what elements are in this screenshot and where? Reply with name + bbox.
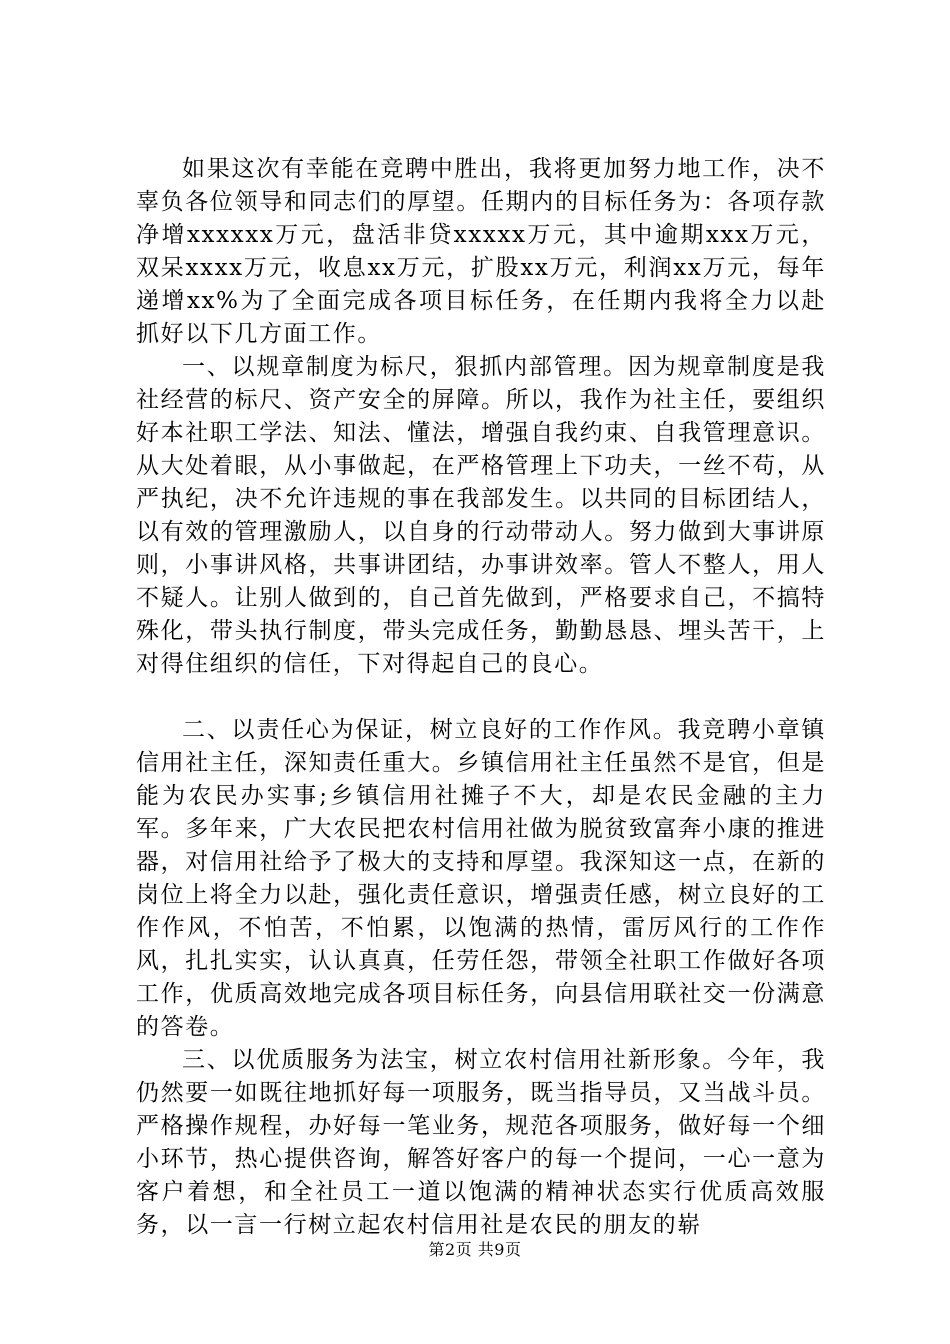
paragraph-section-3: 三、以优质服务为法宝，树立农村信用社新形象。今年，我仍然要一如既往地抓好每一项服务，既当指导员，又当战斗员。严格操作规程，办好每一笔业务，规范各项服务，做好每一个细小环节，热心提供咨询，解答好客户的每一个提问，一心一意为客户着想，和全社员工一道以饱满的精神状态实行优质高效服务，以一言一行树立起农村信用社是农民的朋友的崭 xyxy=(136,1047,826,1238)
document-body xyxy=(136,153,826,1242)
paragraph-intro: 如果这次有幸能在竞聘中胜出，我将更加努力地工作，决不辜负各位领导和同志们的厚望。任期内的目标任务为：各项存款净增xxxxxx万元，盘活非贷xxxxx万元，其中逾期xxx万元，双呆xxxx万元，收息xx万元，扩股xx万元，利润xx万元，每年递增xx%为了全面完成各项目标任务，在任期内我将全力以赴抓好以下几方面工作。 xyxy=(136,156,826,347)
paragraph-section-1: 一、以规章制度为标尺，狠抓内部管理。因为规章制度是我社经营的标尺、资产安全的屏障。所以，我作为社主任，要组织好本社职工学法、知法、懂法，增强自我约束、自我管理意识。从大处着眼，从小事做起，在严格管理上下功夫，一丝不苟，从严执纪，决不允许违规的事在我部发生。以共同的目标团结人，以有效的管理激励人，以自身的行动带动人。努力做到大事讲原则，小事讲风格，共事讲团结，办事讲效率。管人不整人，用人不疑人。让别人做到的，自己首先做到，严格要求自己，不搞特殊化，带头执行制度，带头完成任务，勤勤恳恳、埋头苦干，上对得住组织的信任，下对得起自己的良心。 xyxy=(136,354,826,677)
page-number-footer: 第2页 共9页 xyxy=(428,1240,522,1259)
paragraph-section-2: 二、以责任心为保证，树立良好的工作作风。我竞聘小章镇信用社主任，深知责任重大。乡镇信用社主任虽然不是官，但是能为农民办实事;乡镇信用社摊子不大，却是农民金融的主力军。多年来，广大农民把农村信用社做为脱贫致富奔小康的推进器，对信用社给予了极大的支持和厚望。我深知这一点，在新的岗位上将全力以赴，强化责任意识，增强责任感，树立良好的工作作风，不怕苦，不怕累，以饱满的热情，雷厉风行的工作作风，扎扎实实，认认真真，任劳任怨，带领全社职工作做好各项工作，优质高效地完成各项目标任务，向县信用联社交一份满意的答卷。 xyxy=(136,717,826,1040)
